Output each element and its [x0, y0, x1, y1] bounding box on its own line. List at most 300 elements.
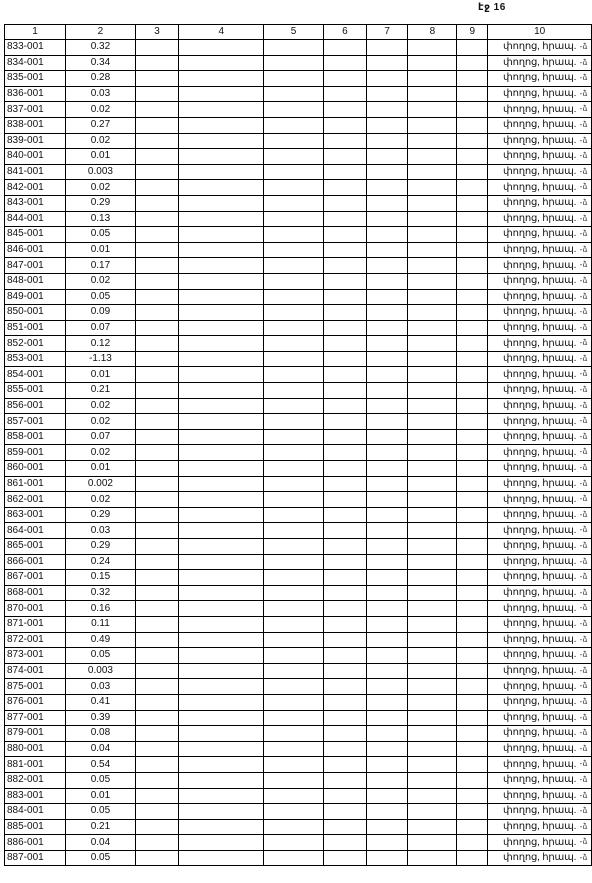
table-row — [5, 383, 592, 399]
margin-mark: -ձ — [579, 525, 588, 535]
empty-cell — [457, 461, 488, 477]
table-row — [5, 539, 592, 555]
parcel-code-cell: 856-001 — [5, 398, 66, 414]
area-value-cell: 0.54 — [65, 757, 135, 773]
empty-cell — [408, 632, 457, 648]
empty-cell — [366, 195, 407, 211]
empty-cell — [408, 585, 457, 601]
empty-cell — [264, 570, 323, 586]
land-use-cell: փողոց, հրապ. — [488, 601, 592, 617]
empty-cell — [323, 383, 366, 399]
margin-mark: -ձ — [579, 369, 588, 379]
empty-cell — [264, 461, 323, 477]
empty-cell — [408, 461, 457, 477]
land-use-cell: փողոց, հրապ. — [488, 429, 592, 445]
empty-cell — [135, 55, 178, 71]
empty-cell — [366, 149, 407, 165]
empty-cell — [179, 336, 264, 352]
empty-cell — [323, 585, 366, 601]
empty-cell — [135, 149, 178, 165]
area-value-cell: 0.01 — [65, 149, 135, 165]
empty-cell — [408, 492, 457, 508]
table-row — [5, 601, 592, 617]
empty-cell — [408, 772, 457, 788]
empty-cell — [323, 616, 366, 632]
empty-cell — [408, 694, 457, 710]
empty-cell — [179, 788, 264, 804]
empty-cell — [366, 492, 407, 508]
empty-cell — [323, 772, 366, 788]
empty-cell — [323, 850, 366, 866]
land-use-cell: փողոց, հրապ. — [488, 320, 592, 336]
empty-cell — [135, 398, 178, 414]
empty-cell — [135, 305, 178, 321]
margin-mark: -ձ — [579, 650, 588, 660]
empty-cell — [135, 507, 178, 523]
empty-cell — [179, 850, 264, 866]
area-value-cell: 0.02 — [65, 180, 135, 196]
empty-cell — [366, 835, 407, 851]
table-row — [5, 632, 592, 648]
table-row — [5, 710, 592, 726]
area-value-cell: 0.17 — [65, 258, 135, 274]
empty-cell — [408, 211, 457, 227]
empty-cell — [179, 133, 264, 149]
empty-cell — [264, 86, 323, 102]
land-use-cell: փողոց, հրապ. — [488, 40, 592, 56]
empty-cell — [264, 554, 323, 570]
parcel-code-cell: 861-001 — [5, 476, 66, 492]
margin-mark: -ձ — [579, 681, 588, 691]
empty-cell — [135, 819, 178, 835]
table-row — [5, 679, 592, 695]
empty-cell — [323, 804, 366, 820]
empty-cell — [135, 383, 178, 399]
empty-cell — [264, 242, 323, 258]
area-value-cell: 0.32 — [65, 585, 135, 601]
area-value-cell: 0.29 — [65, 195, 135, 211]
land-use-cell: փողոց, հրապ. — [488, 445, 592, 461]
parcel-code-cell: 866-001 — [5, 554, 66, 570]
empty-cell — [179, 40, 264, 56]
table-row — [5, 429, 592, 445]
empty-cell — [179, 398, 264, 414]
parcel-code-cell: 839-001 — [5, 133, 66, 149]
empty-cell — [179, 726, 264, 742]
area-value-cell: 0.02 — [65, 445, 135, 461]
col-header-2: 2 — [65, 25, 135, 40]
land-use-cell: փողոց, հրապ. — [488, 710, 592, 726]
empty-cell — [457, 585, 488, 601]
table-row — [5, 414, 592, 430]
empty-cell — [366, 102, 407, 118]
empty-cell — [135, 741, 178, 757]
empty-cell — [457, 804, 488, 820]
empty-cell — [179, 539, 264, 555]
area-value-cell: 0.32 — [65, 40, 135, 56]
empty-cell — [135, 211, 178, 227]
land-use-cell: փողոց, հրապ. — [488, 336, 592, 352]
empty-cell — [264, 585, 323, 601]
empty-cell — [323, 398, 366, 414]
parcel-code-cell: 836-001 — [5, 86, 66, 102]
empty-cell — [179, 616, 264, 632]
empty-cell — [135, 289, 178, 305]
empty-cell — [323, 632, 366, 648]
empty-cell — [179, 195, 264, 211]
empty-cell — [457, 258, 488, 274]
empty-cell — [323, 648, 366, 664]
empty-cell — [323, 788, 366, 804]
empty-cell — [457, 523, 488, 539]
parcel-code-cell: 884-001 — [5, 804, 66, 820]
margin-mark: -ձ — [579, 104, 588, 114]
empty-cell — [323, 492, 366, 508]
area-value-cell: 0.11 — [65, 616, 135, 632]
empty-cell — [457, 476, 488, 492]
parcel-code-cell: 873-001 — [5, 648, 66, 664]
table-row — [5, 585, 592, 601]
parcel-code-cell: 867-001 — [5, 570, 66, 586]
empty-cell — [179, 648, 264, 664]
table-row — [5, 757, 592, 773]
area-value-cell: 0.07 — [65, 320, 135, 336]
empty-cell — [323, 570, 366, 586]
empty-cell — [323, 242, 366, 258]
parcel-code-cell: 848-001 — [5, 273, 66, 289]
area-value-cell: 0.05 — [65, 227, 135, 243]
empty-cell — [408, 86, 457, 102]
land-use-cell: փողոց, հրապ. — [488, 476, 592, 492]
empty-cell — [179, 242, 264, 258]
empty-cell — [408, 149, 457, 165]
empty-cell — [366, 289, 407, 305]
land-use-cell: փողոց, հրապ. — [488, 289, 592, 305]
empty-cell — [264, 305, 323, 321]
empty-cell — [457, 710, 488, 726]
empty-cell — [366, 117, 407, 133]
empty-cell — [408, 367, 457, 383]
empty-cell — [179, 86, 264, 102]
empty-cell — [408, 117, 457, 133]
empty-cell — [408, 320, 457, 336]
area-value-cell: 0.49 — [65, 632, 135, 648]
empty-cell — [457, 850, 488, 866]
table-row — [5, 492, 592, 508]
empty-cell — [457, 539, 488, 555]
land-use-cell: փողոց, հրապ. — [488, 55, 592, 71]
empty-cell — [323, 117, 366, 133]
area-value-cell: 0.03 — [65, 86, 135, 102]
empty-cell — [264, 180, 323, 196]
register-table — [4, 24, 592, 866]
empty-cell — [408, 71, 457, 87]
empty-cell — [408, 804, 457, 820]
land-use-cell: փողոց, հրապ. — [488, 570, 592, 586]
empty-cell — [264, 835, 323, 851]
land-use-cell: փողոց, հրապ. — [488, 492, 592, 508]
area-value-cell: 0.41 — [65, 694, 135, 710]
empty-cell — [366, 305, 407, 321]
empty-cell — [264, 788, 323, 804]
empty-cell — [264, 772, 323, 788]
margin-mark: -ձ — [579, 166, 588, 176]
table-row — [5, 195, 592, 211]
area-value-cell: 0.08 — [65, 726, 135, 742]
table-row — [5, 663, 592, 679]
empty-cell — [323, 367, 366, 383]
table-row — [5, 149, 592, 165]
empty-cell — [135, 850, 178, 866]
empty-cell — [323, 726, 366, 742]
parcel-code-cell: 864-001 — [5, 523, 66, 539]
empty-cell — [457, 195, 488, 211]
empty-cell — [135, 320, 178, 336]
empty-cell — [264, 383, 323, 399]
parcel-code-cell: 851-001 — [5, 320, 66, 336]
empty-cell — [457, 819, 488, 835]
land-use-cell: փողոց, հրապ. — [488, 507, 592, 523]
parcel-code-cell: 859-001 — [5, 445, 66, 461]
parcel-code-cell: 858-001 — [5, 429, 66, 445]
empty-cell — [366, 741, 407, 757]
parcel-code-cell: 855-001 — [5, 383, 66, 399]
land-use-cell: փողոց, հրապ. — [488, 585, 592, 601]
empty-cell — [408, 554, 457, 570]
margin-mark: -ձ — [579, 275, 588, 285]
empty-cell — [408, 305, 457, 321]
empty-cell — [135, 663, 178, 679]
empty-cell — [323, 258, 366, 274]
empty-cell — [264, 663, 323, 679]
col-header-7: 7 — [366, 25, 407, 40]
empty-cell — [179, 757, 264, 773]
margin-mark: -ձ — [579, 416, 588, 426]
parcel-code-cell: 834-001 — [5, 55, 66, 71]
empty-cell — [457, 86, 488, 102]
empty-cell — [457, 835, 488, 851]
empty-cell — [264, 679, 323, 695]
empty-cell — [408, 336, 457, 352]
parcel-code-cell: 833-001 — [5, 40, 66, 56]
empty-cell — [323, 461, 366, 477]
parcel-code-cell: 840-001 — [5, 149, 66, 165]
table-row — [5, 398, 592, 414]
empty-cell — [408, 539, 457, 555]
table-row — [5, 835, 592, 851]
empty-cell — [457, 726, 488, 742]
empty-cell — [135, 616, 178, 632]
empty-cell — [135, 351, 178, 367]
table-row — [5, 788, 592, 804]
empty-cell — [366, 367, 407, 383]
margin-mark: -ձ — [579, 478, 588, 488]
land-use-cell: փողոց, հրապ. — [488, 195, 592, 211]
empty-cell — [179, 164, 264, 180]
empty-cell — [179, 414, 264, 430]
empty-cell — [366, 616, 407, 632]
empty-cell — [366, 227, 407, 243]
area-value-cell: 0.28 — [65, 71, 135, 87]
empty-cell — [366, 461, 407, 477]
empty-cell — [179, 149, 264, 165]
empty-cell — [323, 414, 366, 430]
empty-cell — [457, 117, 488, 133]
table-row — [5, 336, 592, 352]
parcel-code-cell: 872-001 — [5, 632, 66, 648]
parcel-code-cell: 842-001 — [5, 180, 66, 196]
land-use-cell: փողոց, հրապ. — [488, 242, 592, 258]
empty-cell — [408, 383, 457, 399]
empty-cell — [323, 554, 366, 570]
parcel-code-cell: 843-001 — [5, 195, 66, 211]
empty-cell — [179, 445, 264, 461]
land-use-cell: փողոց, հրապ. — [488, 523, 592, 539]
margin-mark: -ձ — [579, 541, 588, 550]
empty-cell — [457, 102, 488, 118]
empty-cell — [264, 149, 323, 165]
land-use-cell: փողոց, հրապ. — [488, 804, 592, 820]
land-use-cell: փողոց, հրապ. — [488, 383, 592, 399]
area-value-cell: 0.01 — [65, 242, 135, 258]
empty-cell — [179, 273, 264, 289]
margin-mark: -ձ — [579, 618, 588, 628]
empty-cell — [135, 523, 178, 539]
empty-cell — [264, 429, 323, 445]
empty-cell — [264, 445, 323, 461]
parcel-code-cell: 879-001 — [5, 726, 66, 742]
empty-cell — [323, 336, 366, 352]
empty-cell — [408, 414, 457, 430]
empty-cell — [135, 71, 178, 87]
empty-cell — [179, 71, 264, 87]
empty-cell — [179, 367, 264, 383]
margin-mark: -ձ — [579, 603, 588, 613]
margin-mark: -ձ — [579, 806, 588, 816]
parcel-code-cell: 868-001 — [5, 585, 66, 601]
table-row — [5, 242, 592, 258]
page-number: էջ 16 — [478, 2, 506, 13]
empty-cell — [135, 429, 178, 445]
empty-cell — [323, 133, 366, 149]
empty-cell — [135, 632, 178, 648]
area-value-cell: -1.13 — [65, 351, 135, 367]
area-value-cell: 0.21 — [65, 819, 135, 835]
empty-cell — [408, 819, 457, 835]
empty-cell — [366, 336, 407, 352]
margin-mark: -ձ — [579, 353, 588, 363]
empty-cell — [457, 180, 488, 196]
land-use-cell: փողոց, հրապ. — [488, 258, 592, 274]
table-row — [5, 180, 592, 196]
empty-cell — [179, 461, 264, 477]
empty-cell — [408, 289, 457, 305]
empty-cell — [135, 445, 178, 461]
empty-cell — [323, 539, 366, 555]
empty-cell — [457, 445, 488, 461]
empty-cell — [135, 461, 178, 477]
empty-cell — [135, 133, 178, 149]
margin-mark: -ձ — [579, 852, 588, 862]
empty-cell — [323, 679, 366, 695]
table-row — [5, 55, 592, 71]
empty-cell — [408, 258, 457, 274]
area-value-cell: 0.003 — [65, 663, 135, 679]
area-value-cell: 0.02 — [65, 398, 135, 414]
table-row — [5, 616, 592, 632]
margin-mark: -ձ — [579, 556, 588, 566]
margin-mark: -ձ — [579, 307, 588, 317]
parcel-code-cell: 876-001 — [5, 694, 66, 710]
area-value-cell: 0.04 — [65, 741, 135, 757]
empty-cell — [366, 40, 407, 56]
table-row — [5, 86, 592, 102]
empty-cell — [135, 164, 178, 180]
empty-cell — [179, 663, 264, 679]
empty-cell — [457, 383, 488, 399]
table-row — [5, 351, 592, 367]
empty-cell — [264, 164, 323, 180]
parcel-code-cell: 874-001 — [5, 663, 66, 679]
table-row — [5, 648, 592, 664]
margin-mark: -ձ — [579, 385, 588, 395]
table-row — [5, 367, 592, 383]
empty-cell — [179, 679, 264, 695]
empty-cell — [264, 601, 323, 617]
empty-cell — [264, 133, 323, 149]
margin-mark: -ձ — [579, 260, 588, 270]
margin-mark: -ձ — [579, 135, 588, 145]
empty-cell — [366, 273, 407, 289]
empty-cell — [323, 476, 366, 492]
empty-cell — [323, 741, 366, 757]
empty-cell — [179, 102, 264, 118]
header-row — [5, 25, 592, 40]
margin-mark: -ձ — [579, 88, 588, 98]
empty-cell — [457, 227, 488, 243]
parcel-code-cell: 880-001 — [5, 741, 66, 757]
empty-cell — [323, 102, 366, 118]
empty-cell — [135, 585, 178, 601]
empty-cell — [457, 492, 488, 508]
empty-cell — [366, 476, 407, 492]
empty-cell — [179, 351, 264, 367]
empty-cell — [457, 133, 488, 149]
margin-mark: -ձ — [579, 509, 588, 519]
land-use-cell: փողոց, հրապ. — [488, 227, 592, 243]
empty-cell — [323, 273, 366, 289]
table-row — [5, 133, 592, 149]
margin-mark: -ձ — [579, 338, 588, 348]
empty-cell — [408, 55, 457, 71]
empty-cell — [457, 398, 488, 414]
empty-cell — [323, 445, 366, 461]
empty-cell — [366, 523, 407, 539]
empty-cell — [457, 616, 488, 632]
parcel-code-cell: 887-001 — [5, 850, 66, 866]
empty-cell — [323, 40, 366, 56]
empty-cell — [323, 694, 366, 710]
empty-cell — [366, 694, 407, 710]
area-value-cell: 0.05 — [65, 289, 135, 305]
area-value-cell: 0.03 — [65, 679, 135, 695]
area-value-cell: 0.03 — [65, 523, 135, 539]
empty-cell — [457, 351, 488, 367]
empty-cell — [323, 663, 366, 679]
parcel-code-cell: 849-001 — [5, 289, 66, 305]
table-row — [5, 726, 592, 742]
empty-cell — [264, 367, 323, 383]
